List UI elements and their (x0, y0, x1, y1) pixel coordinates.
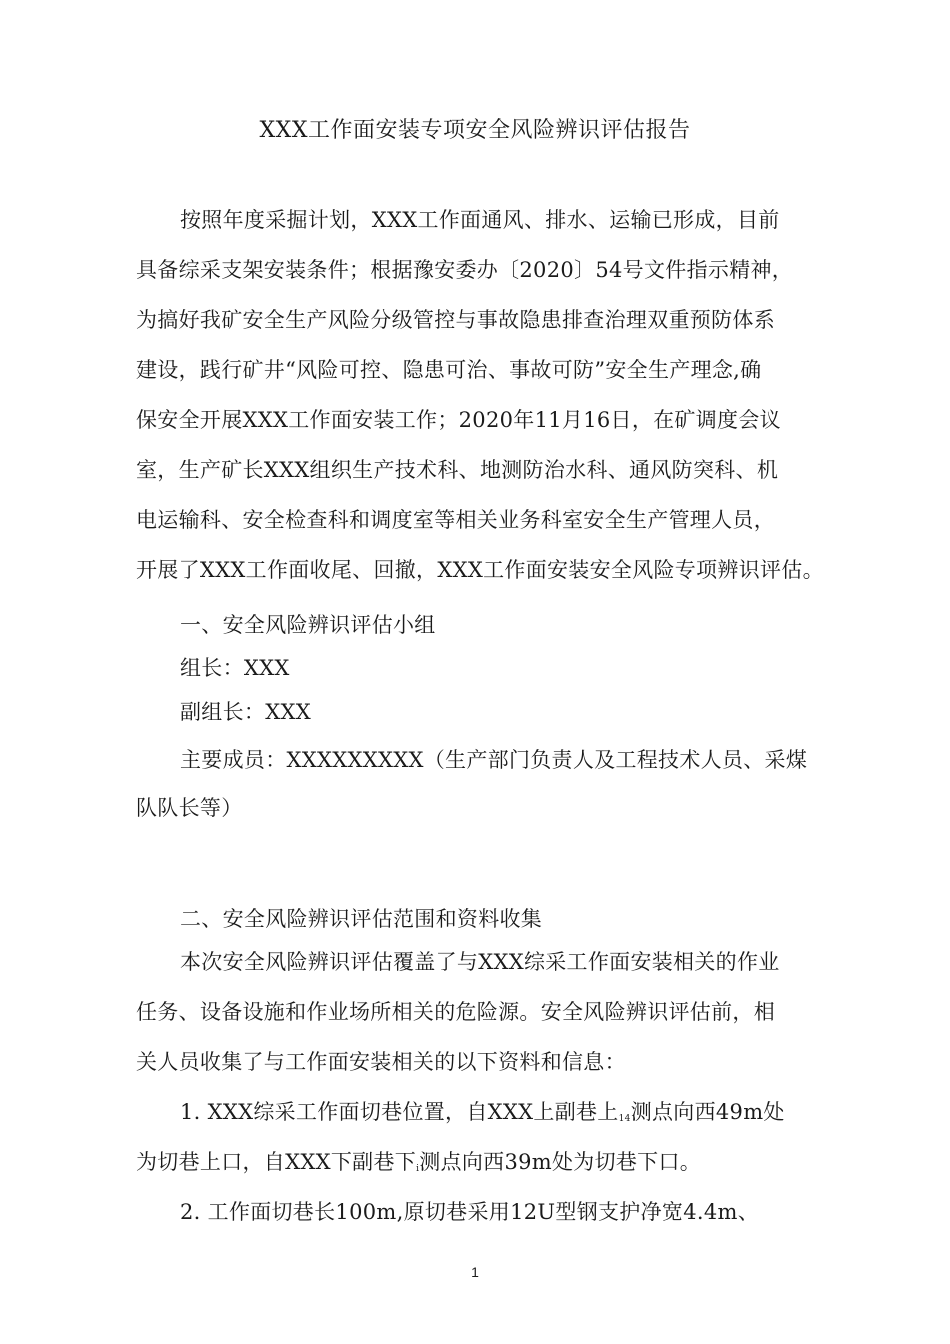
list-item-1-continued (136, 1146, 701, 1176)
group-leader: 组长：XXX (180, 656, 290, 680)
list-item-1-text-continued: 测点向西49m处 (630, 1100, 785, 1124)
group-members-continued: 队队长等） (136, 796, 243, 820)
section2-heading: 二、安全风险辨识评估范围和资料收集 (180, 907, 543, 931)
intro-line: 保安全开展XXX工作面安装工作；2020年11月16日，在矿调度会议 (136, 408, 781, 432)
list-item-2: 2. 工作面切巷长100m,原切巷采用12U型钢支护净宽4.4m、 (180, 1200, 760, 1224)
intro-line: 为搞好我矿安全生产风险分级管控与事故隐患排查治理双重预防体系 (136, 308, 775, 332)
page-number: 1 (471, 1264, 479, 1280)
intro-line: 开展了XXX工作面收尾、回撤，XXX工作面安装安全风险专项辨识评估。 (136, 558, 824, 582)
list-item-1-line2-text-continued: 测点向西39m处为切巷下口。 (419, 1150, 702, 1174)
section1-heading: 一、安全风险辨识评估小组 (180, 613, 436, 637)
section2-body-line: 关人员收集了与工作面安装相关的以下资料和信息： (136, 1050, 626, 1074)
section2-body-line: 任务、设备设施和作业场所相关的危险源。安全风险辨识评估前，相 (136, 1000, 775, 1024)
list-item-1-text: 1. XXX综采工作面切巷位置，自XXX上副巷上 (180, 1100, 619, 1124)
group-members: 主要成员：XXXXXXXXX（生产部门负责人及工程技术人员、采煤 (180, 748, 808, 772)
survey-point-subscript: 14 (618, 1114, 631, 1124)
section2-body-line: 本次安全风险辨识评估覆盖了与XXX综采工作面安装相关的作业 (180, 950, 780, 974)
list-item-1 (180, 1096, 785, 1126)
intro-line: 建设，践行矿井“风险可控、隐患可治、事故可防”安全生产理念,确 (136, 358, 762, 382)
document-title: XXX工作面安装专项安全风险辨识评估报告 (259, 118, 691, 143)
intro-line: 具备综采支架安装条件；根据豫安委办〔2020〕54号文件指示精神， (136, 258, 794, 282)
intro-line: 电运输科、安全检查科和调度室等相关业务科室安全生产管理人员， (136, 508, 775, 532)
list-item-1-line2-text: 为切巷上口，自XXX下副巷下 (136, 1150, 417, 1174)
survey-point-subscript: i (416, 1164, 420, 1174)
group-deputy-leader: 副组长：XXX (180, 700, 311, 724)
intro-line: 按照年度采掘计划，XXX工作面通风、排水、运输已形成，目前 (180, 208, 780, 232)
intro-line: 室，生产矿长XXX组织生产技术科、地测防治水科、通风防突科、机 (136, 458, 779, 482)
